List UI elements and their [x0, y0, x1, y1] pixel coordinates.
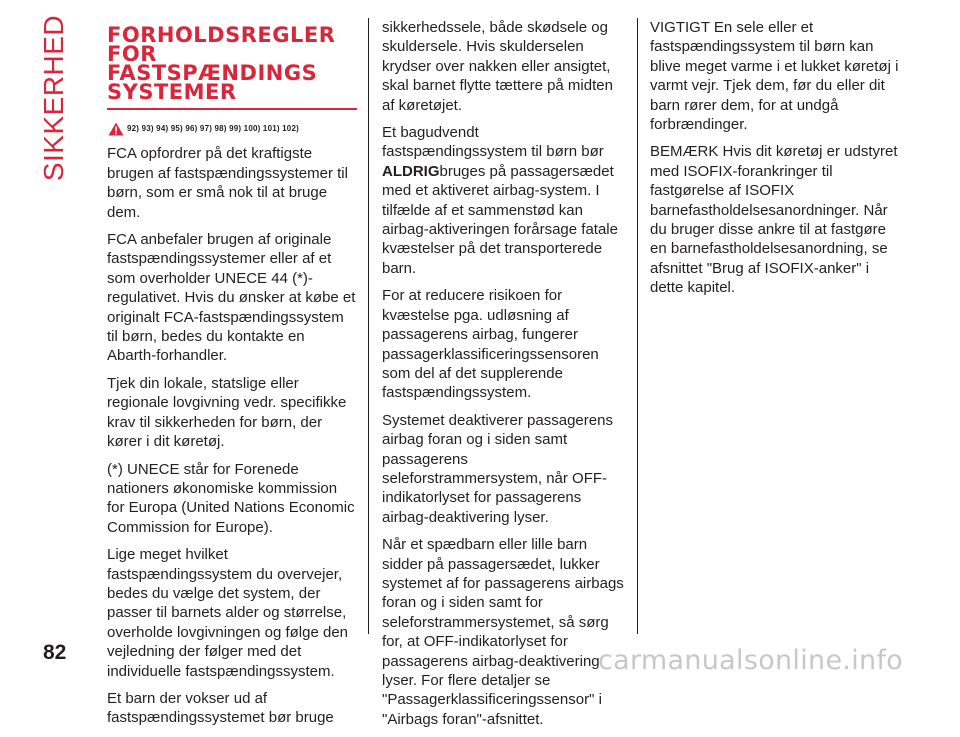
column-divider: [368, 18, 369, 634]
paragraph: Når et spædbarn eller lille barn sidder på passagersædet, lukker systemet af for passagerens airbags foran og i siden samt for seleforstrammersystemet, så sørg for, at OFF-indikatorlyset for passagerens airbag-deaktivering lyser. For flere detaljer se "Passagerklassificeringssensor" i "Airbags foran"-afsnittet.: [382, 536, 624, 728]
warning-triangle-icon: [108, 122, 124, 136]
column-3: [650, 18, 900, 306]
heading-line: SYSTEMER: [107, 80, 237, 104]
paragraph: FCA opfordrer på det kraftigste brugen af fastspændingssystemer til børn, som er små nok til at bruge dem.: [107, 145, 348, 221]
section-label: SIKKERHED: [38, 14, 70, 181]
page-number: 82: [43, 641, 67, 664]
text-run: Et bagudvendt fastspændingssystem til børn bør: [382, 124, 604, 161]
watermark: carmanualsonline.info: [598, 645, 904, 676]
paragraph: Systemet deaktiverer passagerens airbag foran og i siden samt passagerens seleforstrammersystem, når OFF-indikatorlyset for passagerens airbag-deaktivering lyser.: [382, 411, 613, 526]
section-heading: [107, 23, 357, 110]
heading-line: FORHOLDSREGLER: [107, 23, 336, 47]
paragraph: [382, 123, 627, 278]
column-divider: [637, 18, 638, 634]
emphasis-never: ALDRIG: [382, 162, 440, 180]
column-1: [107, 23, 357, 736]
text-run: bruges på passagersædet med et aktiveret airbag-system. I tilfælde af et sammenstød kan airbag-aktiveringen forårsage fatale kvæstelser på det transporterede barn.: [382, 162, 618, 277]
paragraph: Lige meget hvilket fastspændingssystem du overvejer, bedes du vælge det system, der passer til barnets alder og størrelse, overholde lovgivningen og følge den vejledning der følger med det individuelle fastspændingssystem.: [107, 546, 349, 680]
heading-line: FASTSPÆNDINGS: [107, 61, 318, 85]
paragraph: VIGTIGT En sele eller et fastspændingssystem til børn kan blive meget varme i et lukket køretøj i varmt vejr. Tjek dem, før du eller dit barn rører dem, for at undgå forbrændinger.: [650, 19, 899, 134]
paragraph: sikkerhedssele, både skødsele og skuldersele. Hvis skulderselen krydser over nakken eller ansigtet, skal barnet flytte tættere på midten af køretøjet.: [382, 19, 613, 114]
section-tab: [28, 14, 80, 181]
paragraph: For at reducere risikoen for kvæstelse pga. udløsning af passagerens airbag, fungerer passagerklassificeringssensoren som del af det supplerende fastspændingssystem.: [382, 287, 599, 402]
paragraph: (*) UNECE står for Forenede nationers økonomiske kommission for Europa (United Nations Economic Commission for Europe).: [107, 460, 355, 536]
paragraph: Et barn der vokser ud af fastspændingssystemet bør bruge: [107, 689, 334, 727]
warning-references: 92) 93) 94) 95) 96) 97) 98) 99) 100) 101) 102): [127, 124, 299, 133]
paragraph: Tjek din lokale, statslige eller regionale lovgivning vedr. specifikke krav til sikkerheden for børn, der kører i dit køretøj.: [107, 374, 347, 451]
paragraph: FCA anbefaler brugen af originale fastspændingssystemer eller af et som overholder UNECE 44 (*)-regulativet. Hvis du ønsker at købe et originalt FCA-fastspændingssystem til børn, bedes du kontakte en Abarth-forhandler.: [107, 231, 356, 365]
column-2: [382, 18, 627, 737]
warning-reference-row: [108, 119, 357, 138]
heading-line: FOR: [107, 42, 157, 66]
paragraph: BEMÆRK Hvis dit køretøj er udstyret med ISOFIX-forankringer til fastgørelse af ISOFIX barnefastholdelsesanordninger. Når du bruger disse ankre til at fastgøre en barnefastholdelsesanordning, se afsnittet "Brug af ISOFIX-anker" i dette kapitel.: [650, 143, 898, 297]
